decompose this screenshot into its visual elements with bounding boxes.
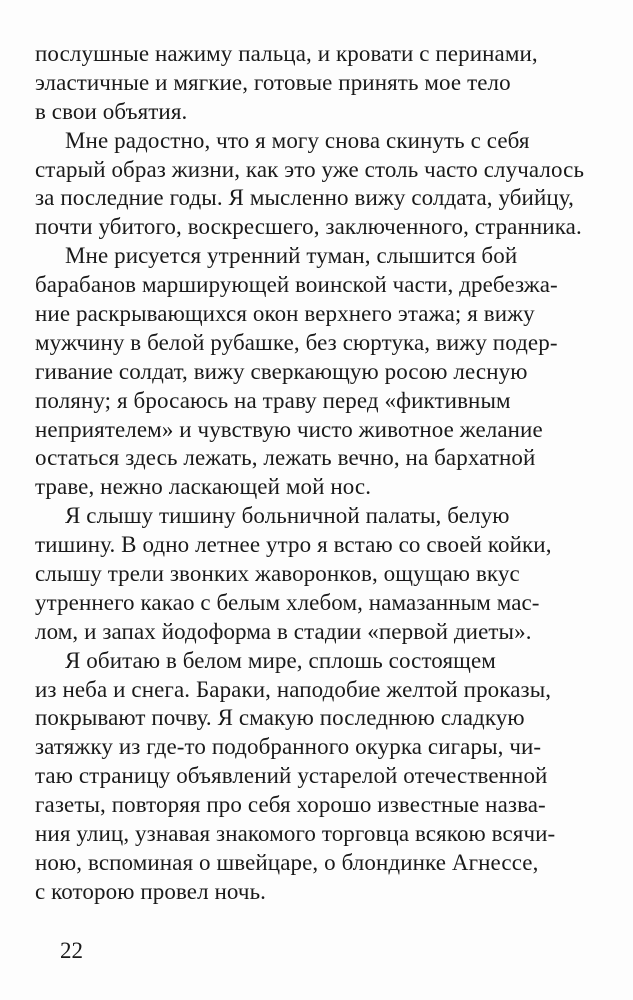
text-line: эластичные и мягкие, готовые принять мое тело [35, 69, 511, 95]
text-line: из неба и снега. Бараки, наподобие желтой проказы, [35, 676, 552, 702]
text-line: мужчину в белой рубашке, без сюртука, вижу подер- [35, 329, 558, 355]
text-line: поляну; я бросаюсь на траву перед «фиктивным [35, 387, 511, 413]
text-line: таю страницу объявлений устарелой отечественной [35, 763, 548, 789]
text-line: газеты, повторяя про себя хорошо известные назва- [35, 792, 546, 818]
text-line: почти убитого, воскресшего, заключенного, странника. [35, 214, 582, 240]
text-line: старый образ жизни, как это уже столь часто случалось [35, 156, 585, 182]
text-line: Мне радостно, что я могу снова скинуть с себя [65, 127, 530, 153]
text-line: ною, вспоминая о швейцаре, о блондинке Агнессе, [35, 849, 539, 875]
text-line: неприятелем» и чувствую чисто животное желание [35, 416, 543, 442]
page-number: 22 [60, 938, 83, 963]
text-line: затяжку из где-то подобранного окурка сигары, чи- [35, 734, 542, 760]
text-line: остаться здесь лежать, лежать вечно, на бархатной [35, 445, 536, 471]
text-line: послушные нажиму пальца, и кровати с перинами, [35, 41, 538, 66]
text-line: барабанов марширующей воинской части, дребезжа- [35, 272, 558, 298]
text-line: ния улиц, узнавая знакомого торговца всякою всячи- [35, 821, 556, 847]
text-line: лом, и запах йодоформа в стадии «первой диеты». [35, 618, 532, 644]
text-line: с которою провел ночь. [35, 878, 267, 904]
text-line: Я слышу тишину больничной палаты, белую [65, 503, 510, 529]
body-text [35, 40, 595, 907]
text-line: покрывают почву. Я смакую последнюю сладкую [35, 705, 525, 731]
text-line: гивание солдат, вижу сверкающую росою лесную [35, 358, 528, 384]
text-line: траве, нежно ласкающей мой нос. [35, 474, 372, 500]
text-line: за последние годы. Я мысленно вижу солдата, убийцу, [35, 185, 574, 211]
text-line: ние раскрывающихся окон верхнего этажа; я вижу [35, 301, 535, 327]
text-line: Я обитаю в белом мире, сплошь состоящем [65, 647, 496, 673]
text-line: в свои объятия. [35, 98, 188, 124]
text-line: тишину. В одно летнее утро я встаю со своей койки, [35, 532, 552, 558]
text-line: слышу трели звонких жаворонков, ощущаю вкус [35, 561, 520, 587]
text-line: Мне рисуется утренний туман, слышится бой [65, 243, 518, 269]
text-line: утреннего какао с белым хлебом, намазанным мас- [35, 589, 540, 615]
